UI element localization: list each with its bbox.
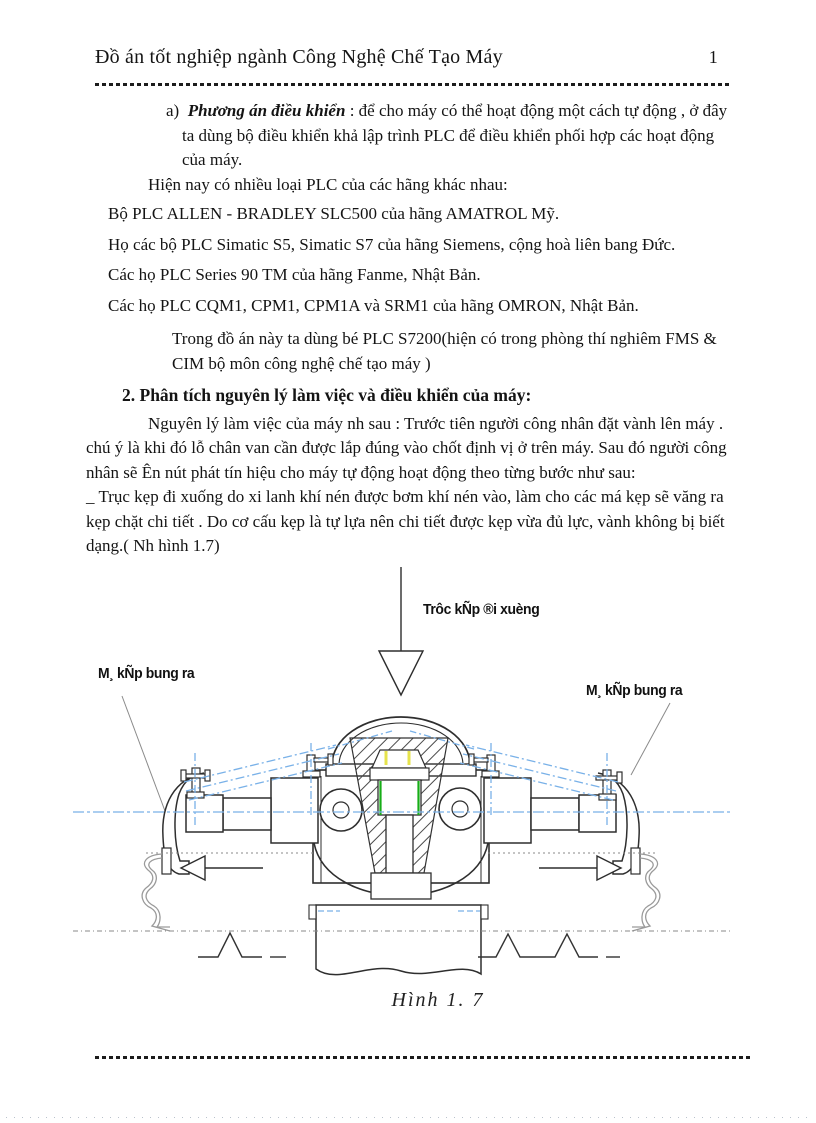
list-item-plc: Các họ PLC Series 90 TM của hãng Fanme, Nhật Bản. [108, 265, 481, 284]
paragraph-plc-intro: Hiện nay có nhiều loại PLC của các hãng khác nhau: [148, 174, 508, 194]
paragraph-control-plan-text: : để cho máy có thể hoạt động một cách tự động , ở đây ta dùng bộ điều khiển khả lập trình PLC để điều khiển phối hợp các hoạt động của máy. [182, 101, 728, 169]
paragraph-clamp-step: _ Trục kẹp đi xuống do xi lanh khí nén được bơm khí nén vào, làm cho các má kẹp sẽ văng ra kẹp chặt chi tiết . Do cơ cấu kẹp là tự lựa nên chi tiết được kẹp vừa đủ lực, vành không bị biết dạng.( Nh hình 1.7) [86, 487, 725, 555]
side-shaft-left [186, 778, 318, 843]
document-body [86, 46, 740, 559]
figure-label-spindle-down: Trôc kÑp ®i xuèng [423, 601, 540, 618]
motion-arrow-left-icon [181, 856, 263, 880]
list-item-plc: Các họ PLC CQM1, CPM1, CPM1A và SRM1 của hãng OMRON, Nhật Bản. [108, 295, 639, 315]
side-shaft-right [484, 778, 616, 843]
paragraph-working-principle: Nguyên lý làm việc của máy nh sau : Trước tiên người công nhân đặt vành lên máy . chú ý là khi đó lỗ chân van cần được lắp đúng vào chốt định vị ở trên máy. Sau đó người công nhân sẽ Ên nút phát tín hiệu cho máy tự động hoạt động theo từng bước như sau: [86, 413, 727, 482]
figure-1-7 [58, 565, 758, 1025]
figure-caption: Hình 1. 7 [391, 989, 485, 1011]
motion-arrow-right-icon [539, 856, 621, 880]
clamp-mechanism-drawing [58, 565, 758, 1025]
footer-divider [95, 1056, 750, 1059]
header-title: Đồ án tốt nghiệp ngành Công Nghệ Chế Tạo Máy [95, 46, 503, 68]
list-item-plc: Họ các bộ PLC Simatic S5, Simatic S7 của hãng Siemens, cộng hoà liên bang Đức. [108, 234, 676, 254]
page-bottom-edge [6, 1117, 810, 1118]
figure-label-jaw-left: M¸ kÑp bung ra [98, 665, 195, 682]
section-heading-2: 2. Phân tích nguyên lý làm việc và điều khiển của máy: [122, 385, 532, 405]
header-divider [95, 83, 732, 86]
spindle-down-arrow-icon [379, 567, 423, 695]
pedestal [309, 905, 488, 975]
figure-label-jaw-right: M¸ kÑp bung ra [586, 682, 683, 699]
list-marker-a: a) [166, 101, 180, 120]
paragraph-control-plan [86, 99, 740, 173]
page-number: 1 [708, 47, 718, 67]
list-item-plc: Bộ PLC ALLEN - BRADLEY SLC500 của hãng AMATROL Mỹ. [108, 204, 560, 223]
content-block [86, 99, 740, 559]
paragraph-plc-note: Trong đồ án này ta dùng bé PLC S7200(hiện có trong phòng thí nghiêm FMS & CIM bộ môn công nghệ chế tạo máy ) [172, 329, 717, 373]
page-header [86, 46, 740, 69]
term-control-plan: Phương án điều khiển [187, 101, 346, 120]
